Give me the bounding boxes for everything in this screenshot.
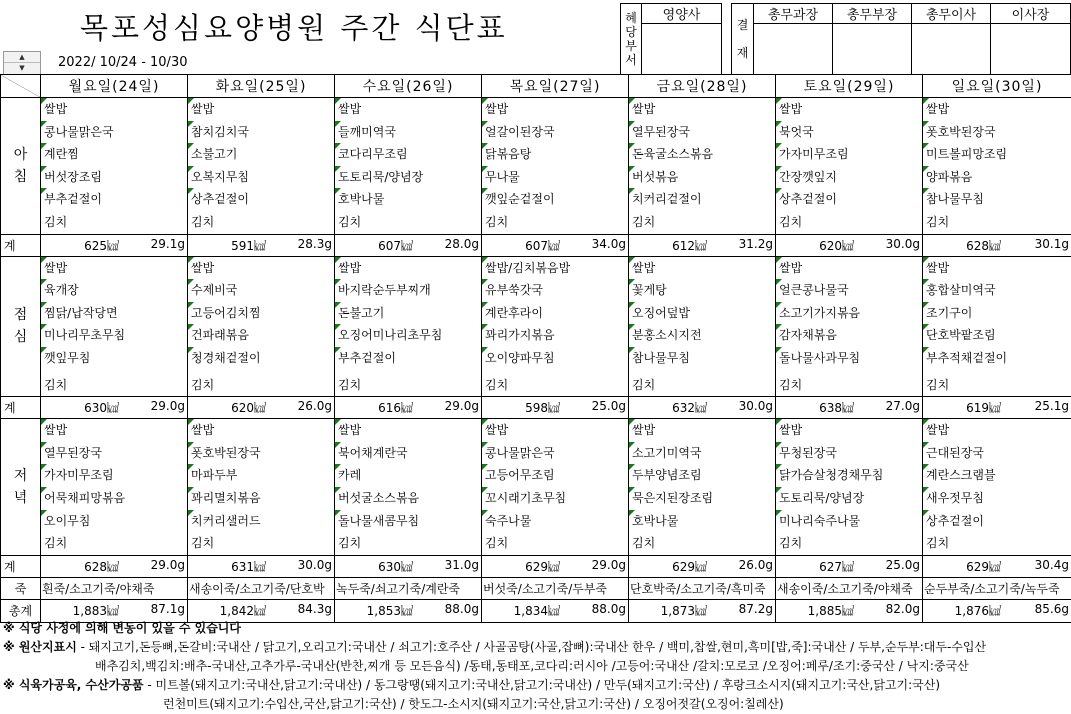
menu-item: 김치	[926, 214, 950, 229]
menu-item: 치커리겉절이	[629, 188, 775, 211]
nutrition-subtotal	[776, 555, 923, 577]
menu-item: 분홍소시지전	[629, 324, 775, 347]
kcal-value: 620㎉	[231, 401, 266, 416]
menu-item: 코다리무조림	[335, 143, 481, 166]
nutrition-subtotal	[188, 555, 335, 577]
menu-item: 소고기미역국	[629, 442, 775, 465]
nutrition-subtotal	[923, 555, 1071, 577]
menu-item: 가자미무조림	[776, 143, 922, 166]
menu-item: 쌀밥	[482, 419, 628, 442]
menu-item: 폿호박된장국	[188, 442, 334, 465]
menu-item: 김치	[779, 214, 803, 229]
menu-item: 찜닭/납작당면	[41, 302, 187, 325]
dietitian-sign	[642, 24, 722, 75]
menu-item: 계란찜	[41, 143, 187, 166]
kcal-value: 631㎉	[231, 559, 266, 574]
approver-header-1: 총무과장	[754, 4, 833, 24]
kcal-value: 629㎉	[672, 559, 707, 574]
total-kcal: 1,853㎉	[366, 604, 413, 619]
menu-item: 깻잎무침	[41, 347, 187, 370]
menu-item: 김치	[44, 377, 68, 392]
menu-item: 오복지무침	[188, 166, 334, 189]
menu-item: 부추겉절이	[335, 347, 481, 370]
total-label: 총계	[1, 599, 41, 622]
menu-item: 쌀밥	[776, 419, 922, 442]
nutrition-subtotal	[629, 555, 776, 577]
protein-value: 25.0g	[885, 557, 920, 572]
header	[0, 0, 1071, 74]
page-title: 목포성심요양병원 주간 식단표	[80, 11, 508, 45]
menu-item: 닭볶음탕	[482, 143, 628, 166]
menu-item: 홍합살미역국	[923, 279, 1071, 302]
total-protein: 82.0g	[885, 602, 920, 617]
menu-item: 얼갈이된장국	[482, 121, 628, 144]
processed-line-2: 런천미트(돼지고기:수입산,국산,닭고기:국산) / 핫도그-소시지(돼지고기:국산,닭고기:국산) / 오징어젓갈(오징어:칠레산)	[163, 697, 784, 711]
protein-value: 29.1g	[150, 236, 185, 251]
total-kcal: 1,885㎉	[807, 604, 854, 619]
total-protein: 87.1g	[150, 602, 185, 617]
day-header: 금요일(28일)	[629, 75, 776, 98]
total-kcal: 1,876㎉	[954, 604, 1001, 619]
subtotal-label: 계	[1, 397, 41, 419]
menu-item: 버섯장조림	[41, 166, 187, 189]
menu-cell-lunch	[188, 256, 335, 397]
menu-item: 참나물무침	[923, 188, 1071, 211]
menu-item: 쌀밥	[482, 98, 628, 121]
nutrition-subtotal	[335, 555, 482, 577]
menu-item: 오징어덮밥	[629, 302, 775, 325]
porridge-cell: 녹두죽/쇠고기죽/계란죽	[335, 577, 482, 599]
menu-cell-lunch	[41, 256, 188, 397]
day-header: 토요일(29일)	[776, 75, 923, 98]
menu-item: 김치	[338, 536, 362, 551]
spin-button[interactable]	[3, 51, 41, 75]
kcal-value: 630㎉	[378, 559, 413, 574]
protein-value: 30.0g	[738, 399, 773, 414]
kcal-value: 612㎉	[672, 238, 707, 253]
spin-down-icon[interactable]: ▼	[19, 64, 25, 72]
kcal-value: 627㎉	[819, 559, 854, 574]
menu-item: 김치	[44, 214, 68, 229]
notice-line: ※ 식당 사정에 의해 변동이 있을 수 있습니다	[3, 621, 241, 635]
menu-item: 김치	[779, 377, 803, 392]
menu-item: 돌나물새콤무침	[335, 510, 481, 533]
day-header: 목요일(27일)	[482, 75, 629, 98]
menu-item: 가자미무조림	[41, 464, 187, 487]
menu-item: 김치	[191, 377, 215, 392]
menu-item: 김치	[632, 377, 656, 392]
protein-value: 31.2g	[738, 236, 773, 251]
menu-item: 김치	[191, 214, 215, 229]
menu-item: 돌나물사과무침	[776, 347, 922, 370]
kcal-value: 591㎉	[231, 238, 266, 253]
menu-item: 꽃게탕	[629, 279, 775, 302]
protein-value: 29.0g	[591, 557, 626, 572]
meal-label-breakfast: 아 침	[1, 98, 41, 235]
kcal-value: 616㎉	[378, 401, 413, 416]
menu-item: 쌀밥/김치볶음밥	[482, 257, 628, 280]
spin-up-icon[interactable]: ▲	[4, 52, 40, 63]
approver-header-2: 총무부장	[833, 4, 912, 24]
menu-item: 호박나물	[335, 188, 481, 211]
menu-item: 꼬시래기초무침	[482, 487, 628, 510]
notes	[3, 619, 1069, 714]
menu-item: 쌀밥	[335, 257, 481, 280]
nutrition-subtotal	[482, 234, 629, 256]
menu-item: 부추겉절이	[41, 188, 187, 211]
menu-item: 들깨미역국	[335, 121, 481, 144]
protein-value: 29.0g	[150, 399, 185, 414]
menu-item: 유부쑥갓국	[482, 279, 628, 302]
menu-item: 김치	[779, 536, 803, 551]
menu-item: 어묵채피망볶음	[41, 487, 187, 510]
menu-item: 쌀밥	[923, 419, 1071, 442]
dietitian-header: 영양사	[642, 4, 722, 24]
protein-value: 31.0g	[444, 557, 479, 572]
protein-value: 29.0g	[150, 557, 185, 572]
menu-cell-breakfast	[482, 98, 629, 235]
menu-item: 두부양념조림	[629, 464, 775, 487]
protein-value: 30.0g	[297, 557, 332, 572]
porridge-label: 죽	[1, 577, 41, 599]
nutrition-subtotal	[188, 397, 335, 419]
menu-item: 수제비국	[188, 279, 334, 302]
menu-item: 돈육굴소스볶음	[629, 143, 775, 166]
menu-cell-breakfast	[923, 98, 1071, 235]
protein-value: 28.3g	[297, 236, 332, 251]
meal-label-lunch: 점 심	[1, 256, 41, 397]
nutrition-subtotal	[41, 555, 188, 577]
menu-cell-breakfast	[629, 98, 776, 235]
porridge-cell: 흰죽/소고기죽/야채죽	[41, 577, 188, 599]
approver-header-4: 이사장	[991, 4, 1071, 24]
menu-cell-lunch	[335, 256, 482, 397]
porridge-cell: 단호박죽/소고기죽/흑미죽	[629, 577, 776, 599]
kcal-value: 632㎉	[672, 401, 707, 416]
dept-label: 혜 당 부 서	[621, 4, 642, 75]
nutrition-subtotal	[776, 397, 923, 419]
menu-cell-dinner	[335, 419, 482, 556]
menu-item: 상추겉절이	[923, 510, 1071, 533]
total-protein: 88.0g	[591, 602, 626, 617]
menu-item: 치커리샐러드	[188, 510, 334, 533]
menu-item: 김치	[485, 377, 509, 392]
menu-item: 김치	[926, 536, 950, 551]
nutrition-subtotal	[41, 234, 188, 256]
total-protein: 85.6g	[1034, 602, 1069, 617]
kcal-value: 619㎉	[966, 401, 1001, 416]
menu-item: 쌀밥	[188, 98, 334, 121]
day-header: 일요일(30일)	[923, 75, 1071, 98]
total-kcal: 1,883㎉	[72, 604, 119, 619]
nutrition-subtotal	[335, 234, 482, 256]
menu-item: 오이양파무침	[482, 347, 628, 370]
kcal-value: 607㎉	[378, 238, 413, 253]
processed-line: ※ 식육가공육, 수산가공품 - 미트볼(돼지고기:국내산,닭고기:국내산) / 동그랑땡(돼지고기:국내산,닭고기:국내산) / 만두(돼지고기:국산) / 후랑크소시지(돼지고기:국산,닭고기:국산)	[3, 678, 941, 692]
menu-item: 단호박팥조림	[923, 324, 1071, 347]
menu-item: 쌀밥	[629, 257, 775, 280]
menu-item: 닭가슴살청경채무침	[776, 464, 922, 487]
menu-item: 무나물	[482, 166, 628, 189]
menu-cell-dinner	[188, 419, 335, 556]
kcal-value: 629㎉	[966, 559, 1001, 574]
menu-item: 무청된장국	[776, 442, 922, 465]
menu-item: 쌀밥	[923, 98, 1071, 121]
menu-item: 바지락순두부찌개	[335, 279, 481, 302]
menu-item: 청경채겉절이	[188, 347, 334, 370]
menu-item: 참치김치국	[188, 121, 334, 144]
menu-item: 묵은지된장조림	[629, 487, 775, 510]
protein-value: 30.1g	[1034, 236, 1069, 251]
menu-item: 참나물무침	[629, 347, 775, 370]
nutrition-subtotal	[188, 234, 335, 256]
menu-cell-breakfast	[776, 98, 923, 235]
menu-item: 양파볶음	[923, 166, 1071, 189]
kcal-value: 625㎉	[84, 238, 119, 253]
menu-item: 마파두부	[188, 464, 334, 487]
protein-value: 25.0g	[591, 399, 626, 414]
menu-item: 간장깻잎지	[776, 166, 922, 189]
menu-cell-breakfast	[335, 98, 482, 235]
menu-item: 건파래볶음	[188, 324, 334, 347]
menu-cell-lunch	[629, 256, 776, 397]
menu-item: 근대된장국	[923, 442, 1071, 465]
menu-item: 김치	[338, 377, 362, 392]
menu-cell-lunch	[923, 256, 1071, 397]
menu-item: 김치	[44, 536, 68, 551]
approver-sign-2	[833, 24, 912, 75]
nutrition-subtotal	[923, 234, 1071, 256]
menu-item: 부추적채겉절이	[923, 347, 1071, 370]
protein-value: 30.4g	[1034, 557, 1069, 572]
subtotal-label: 계	[1, 555, 41, 577]
day-header: 월요일(24일)	[41, 75, 188, 98]
kcal-value: 620㎉	[819, 238, 854, 253]
porridge-cell: 새송이죽/소고기죽/단호박	[188, 577, 335, 599]
protein-value: 25.1g	[1034, 399, 1069, 414]
protein-value: 30.0g	[885, 236, 920, 251]
menu-cell-dinner	[629, 419, 776, 556]
menu-item: 버섯볶음	[629, 166, 775, 189]
approval-label: 결 재	[732, 4, 754, 75]
nutrition-subtotal	[629, 397, 776, 419]
menu-cell-lunch	[482, 256, 629, 397]
menu-item: 쌀밥	[776, 257, 922, 280]
menu-item: 오징어미나리초무침	[335, 324, 481, 347]
kcal-value: 598㎉	[525, 401, 560, 416]
menu-cell-breakfast	[188, 98, 335, 235]
menu-cell-dinner	[41, 419, 188, 556]
menu-item: 콩나물맑은국	[482, 442, 628, 465]
menu-item: 쌀밥	[335, 419, 481, 442]
kcal-value: 629㎉	[525, 559, 560, 574]
menu-item: 돈불고기	[335, 302, 481, 325]
total-protein: 84.3g	[297, 602, 332, 617]
kcal-value: 638㎉	[819, 401, 854, 416]
menu-item: 쌀밥	[629, 419, 775, 442]
protein-value: 26.0g	[297, 399, 332, 414]
menu-item: 미나리숙주나물	[776, 510, 922, 533]
menu-item: 쌀밥	[923, 257, 1071, 280]
menu-item: 김치	[338, 214, 362, 229]
menu-item: 오이무침	[41, 510, 187, 533]
approver-sign-3	[912, 24, 991, 75]
total-protein: 88.0g	[444, 602, 479, 617]
menu-item: 꽈리멸치볶음	[188, 487, 334, 510]
protein-value: 28.0g	[444, 236, 479, 251]
menu-cell-breakfast	[41, 98, 188, 235]
kcal-value: 607㎉	[525, 238, 560, 253]
corner-cell	[1, 75, 41, 98]
menu-item: 열무된장국	[41, 442, 187, 465]
menu-item: 소불고기	[188, 143, 334, 166]
origin-line-2: 배추김치,백김치:배추-국내산,고추가루-국내산(반찬,찌개 등 모든음식) /동태,동태포,코다리:러시아 /고등어:국내산 /갈치:모로코 /오징어:페루/조기:중국산 / 낙지:중국산	[95, 659, 969, 673]
day-header: 화요일(25일)	[188, 75, 335, 98]
menu-item: 북엇국	[776, 121, 922, 144]
menu-item: 꽈리가지볶음	[482, 324, 628, 347]
protein-value: 26.0g	[738, 557, 773, 572]
nutrition-subtotal	[41, 397, 188, 419]
nutrition-subtotal	[482, 555, 629, 577]
menu-item: 쌀밥	[41, 98, 187, 121]
menu-cell-lunch	[776, 256, 923, 397]
approver-sign-4	[991, 24, 1071, 75]
protein-value: 29.0g	[444, 399, 479, 414]
protein-value: 27.0g	[885, 399, 920, 414]
menu-item: 버섯굴소스볶음	[335, 487, 481, 510]
menu-item: 계란후라이	[482, 302, 628, 325]
menu-item: 상추겉절이	[776, 188, 922, 211]
menu-item: 얼큰콩나물국	[776, 279, 922, 302]
menu-item: 새우젓무침	[923, 487, 1071, 510]
total-protein: 87.2g	[738, 602, 773, 617]
subtotal-label: 계	[1, 234, 41, 256]
menu-item: 김치	[485, 536, 509, 551]
menu-item: 조기구이	[923, 302, 1071, 325]
approver-sign-1	[754, 24, 833, 75]
menu-item: 쌀밥	[335, 98, 481, 121]
menu-item: 폿호박된장국	[923, 121, 1071, 144]
menu-item: 쌀밥	[41, 257, 187, 280]
menu-item: 김치	[485, 214, 509, 229]
menu-item: 김치	[926, 377, 950, 392]
nutrition-subtotal	[923, 397, 1071, 419]
approver-header-3: 총무이사	[912, 4, 991, 24]
menu-item: 고등어무조림	[482, 464, 628, 487]
menu-item: 깻잎순겉절이	[482, 188, 628, 211]
kcal-value: 628㎉	[84, 559, 119, 574]
menu-item: 김치	[632, 214, 656, 229]
menu-item: 쌀밥	[629, 98, 775, 121]
nutrition-subtotal	[629, 234, 776, 256]
kcal-value: 630㎉	[84, 401, 119, 416]
menu-item: 미트볼피망조림	[923, 143, 1071, 166]
kcal-value: 628㎉	[966, 238, 1001, 253]
meal-label-dinner: 저 녁	[1, 419, 41, 556]
menu-item: 쌀밥	[188, 419, 334, 442]
menu-item: 소고기가지볶음	[776, 302, 922, 325]
nutrition-subtotal	[335, 397, 482, 419]
menu-item: 열무된장국	[629, 121, 775, 144]
menu-item: 육개장	[41, 279, 187, 302]
approval-gap	[722, 4, 732, 75]
porridge-cell: 순두부죽/소고기죽/녹두죽	[923, 577, 1071, 599]
menu-item: 북어채계란국	[335, 442, 481, 465]
nutrition-subtotal	[482, 397, 629, 419]
menu-item: 콩나물맑은국	[41, 121, 187, 144]
menu-item: 미나리무초무침	[41, 324, 187, 347]
menu-item: 쌀밥	[776, 98, 922, 121]
menu-item: 호박나물	[629, 510, 775, 533]
menu-cell-dinner	[923, 419, 1071, 556]
menu-item: 김치	[191, 536, 215, 551]
day-header: 수요일(26일)	[335, 75, 482, 98]
menu-item: 계란스크램블	[923, 464, 1071, 487]
menu-item: 쌀밥	[188, 257, 334, 280]
menu-item: 김치	[632, 536, 656, 551]
menu-cell-dinner	[776, 419, 923, 556]
menu-item: 카레	[335, 464, 481, 487]
protein-value: 34.0g	[591, 236, 626, 251]
menu-item: 쌀밥	[41, 419, 187, 442]
approval-box	[620, 3, 1071, 75]
menu-item: 상추겉절이	[188, 188, 334, 211]
nutrition-subtotal	[776, 234, 923, 256]
origin-line: ※ 원산지표시 - 돼지고기,돈등뼈,돈갈비:국내산 / 닭고기,오리고기:국내산 / 쇠고기:호주산 / 사골곰탕(사골,잡뼈):국내산 한우 / 백미,찹쌀,현미,흑미[밥,죽]:국내산 / 두부,순두부:대두-수입산	[3, 640, 987, 654]
total-kcal: 1,834㎉	[513, 604, 560, 619]
total-kcal: 1,842㎉	[219, 604, 266, 619]
menu-cell-dinner	[482, 419, 629, 556]
date-range: 2022/ 10/24 - 10/30	[58, 55, 188, 70]
menu-item: 도토리묵/양념장	[335, 166, 481, 189]
menu-item: 감자채볶음	[776, 324, 922, 347]
porridge-cell: 새송이죽/소고기죽/야채죽	[776, 577, 923, 599]
menu-item: 고등어김치찜	[188, 302, 334, 325]
porridge-cell: 버섯죽/소고기죽/두부죽	[482, 577, 629, 599]
total-kcal: 1,873㎉	[660, 604, 707, 619]
menu-item: 도토리묵/양념장	[776, 487, 922, 510]
menu-table	[0, 74, 1071, 623]
menu-item: 숙주나물	[482, 510, 628, 533]
